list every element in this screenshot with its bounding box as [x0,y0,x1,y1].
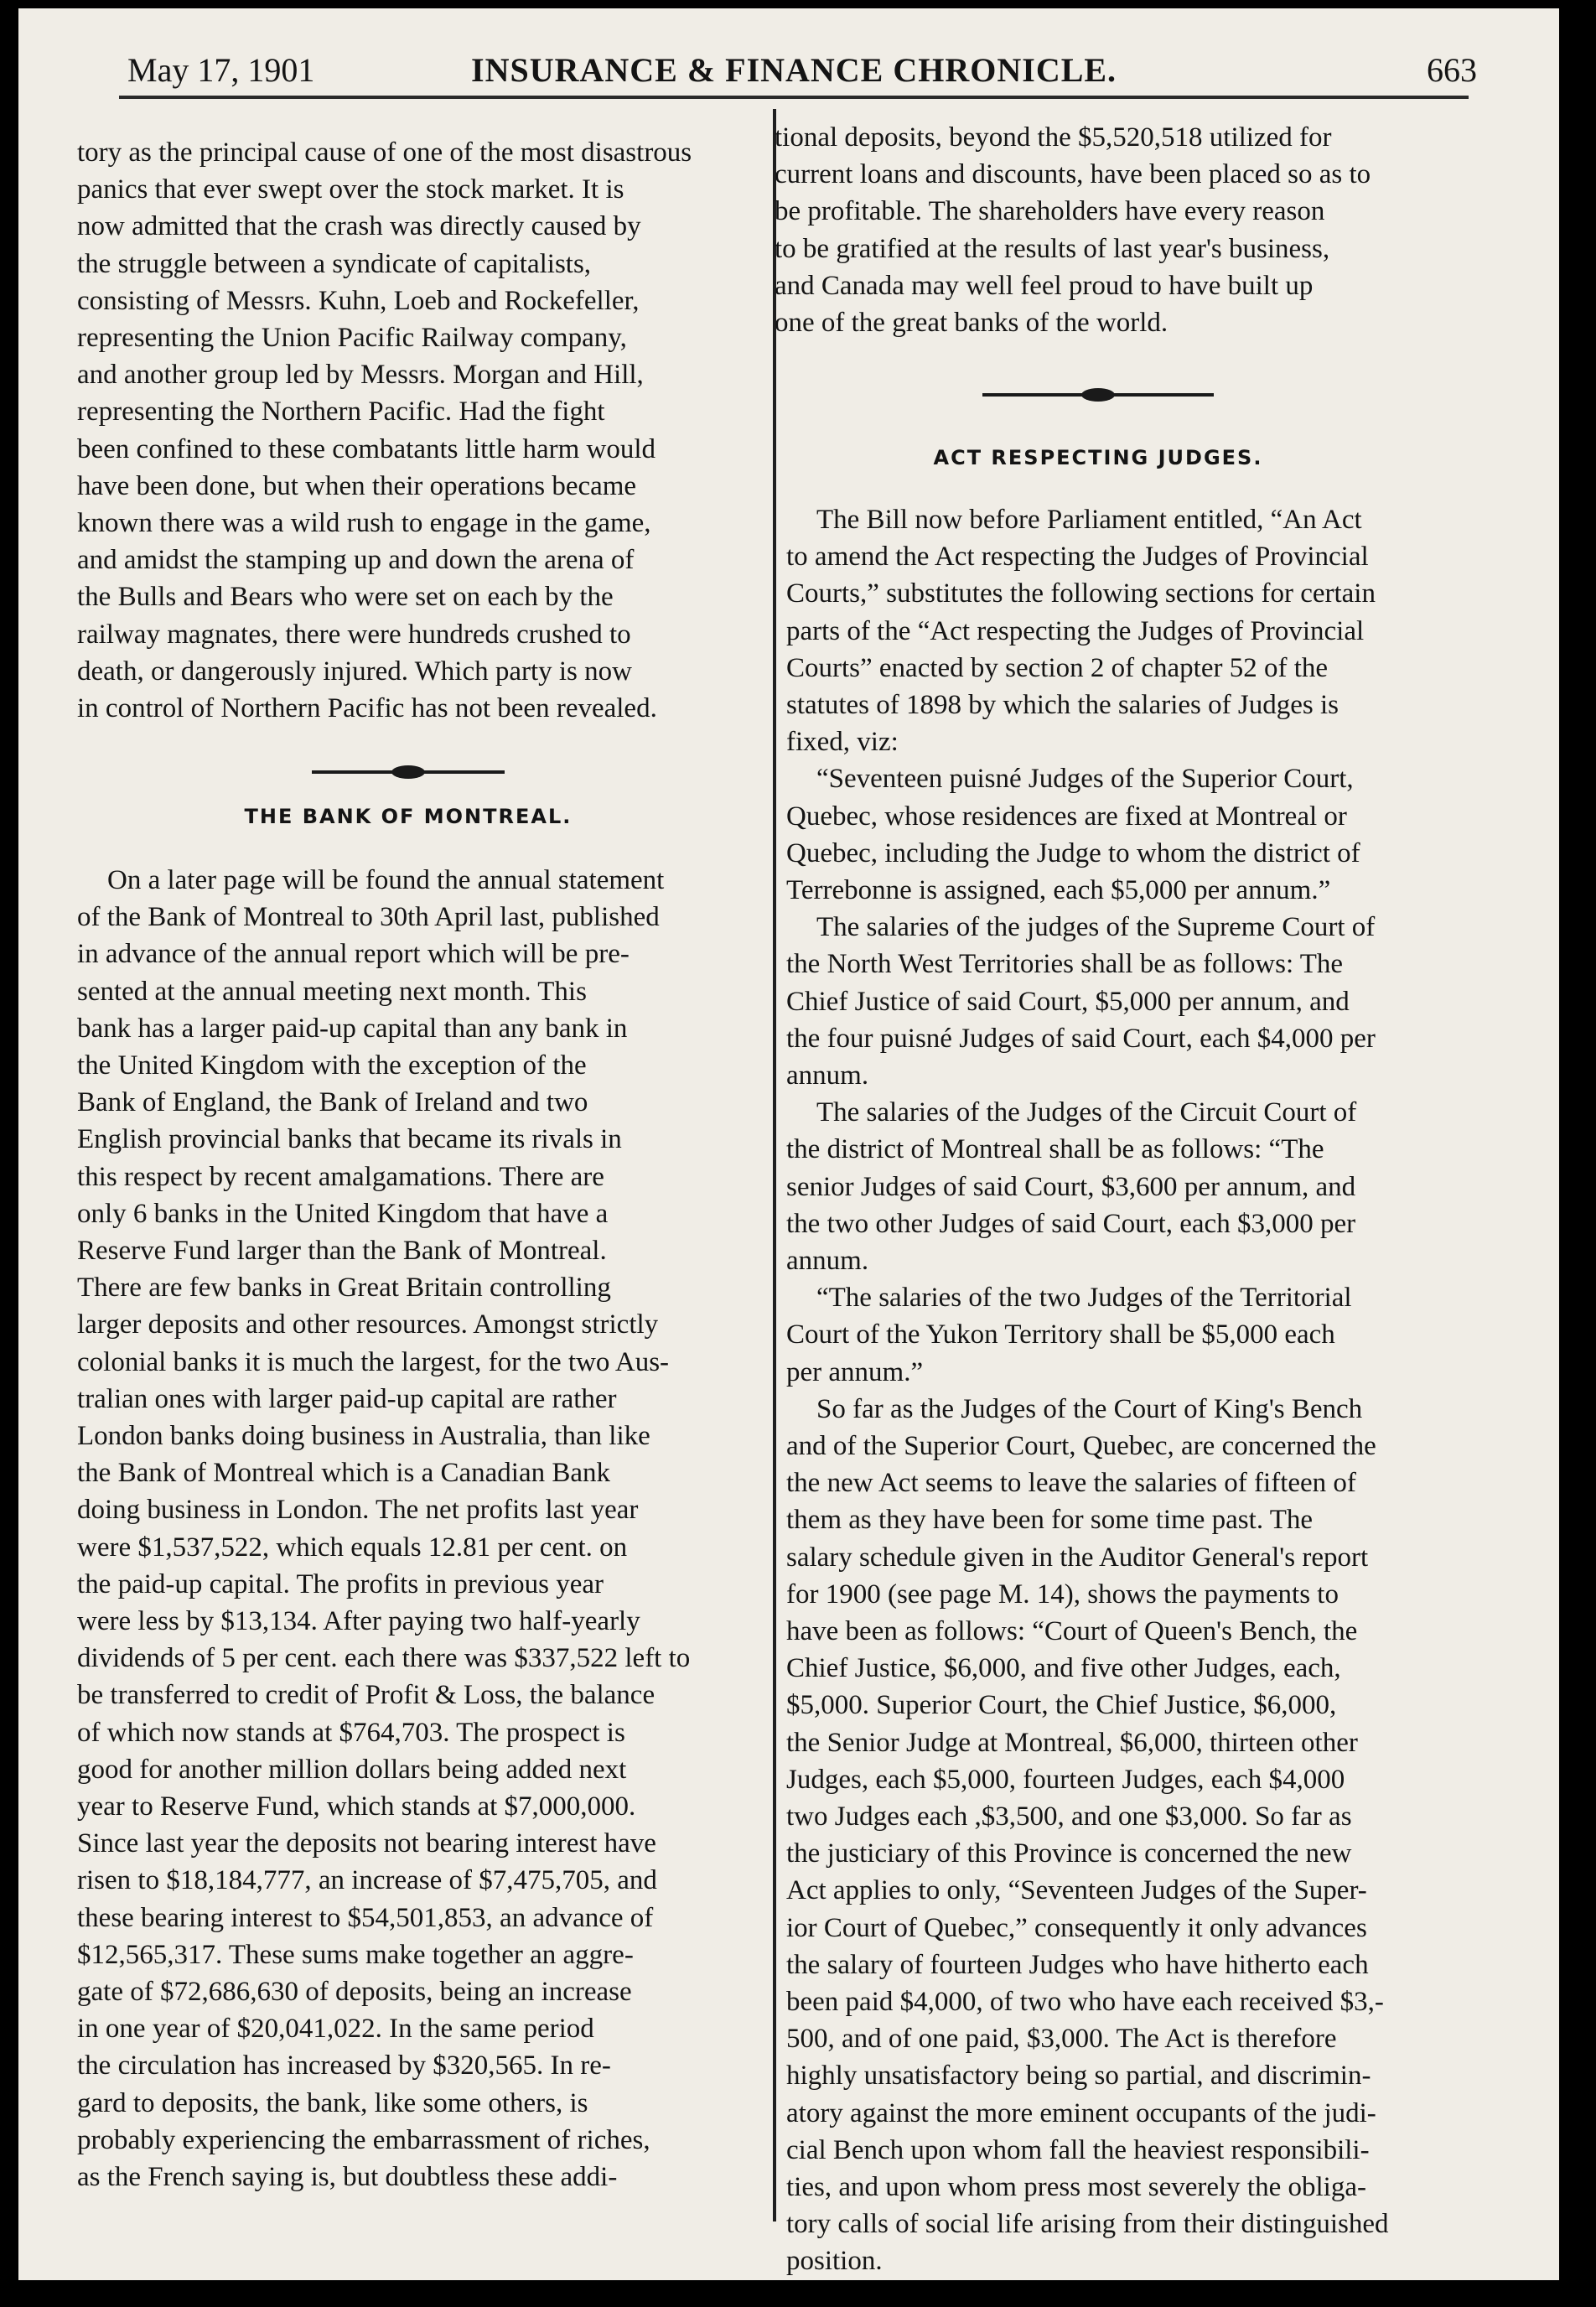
text-line: and Canada may well feel proud to have built up [775,270,1314,301]
text-line: salary schedule given in the Auditor General's report [786,1542,1369,1573]
text-line: Court of the Yukon Territory shall be $5,000 each [786,1319,1335,1351]
text-line: London banks doing business in Australia, than like [77,1421,650,1451]
text-line: the district of Montreal shall be as follows: “The [786,1134,1324,1165]
text-line: them as they have been for some time past. The [786,1505,1314,1536]
text-line: be profitable. The shareholders have every reason [775,196,1325,227]
ornamental-rule [312,765,505,780]
text-line: in one year of $20,041,022. In the same period [77,2014,594,2045]
section-heading: THE BANK OF MONTREAL. [244,805,573,828]
text-line: Bank of England, the Bank of Ireland and two [77,1087,588,1118]
text-line: and amidst the stamping up and down the arena of [77,545,635,576]
text-line: colonial banks it is much the largest, for the two Aus- [77,1346,670,1377]
text-line: the Senior Judge at Montreal, $6,000, thirteen other [786,1727,1358,1758]
text-line: tory as the principal cause of one of the most disastrous [77,137,692,168]
text-line: to amend the Act respecting the Judges of Provincial [786,542,1369,573]
text-line: On a later page will be found the annual statement [107,865,665,895]
text-line: the new Act seems to leave the salaries of fifteen of [786,1468,1356,1499]
text-line: senior Judges of said Court, $3,600 per annum, and [786,1171,1356,1202]
text-line: the Bank of Montreal which is a Canadian Bank [77,1458,611,1489]
text-line: one of the great banks of the world. [775,308,1168,338]
text-line: Courts,” substitutes the following sections for certain [786,578,1376,609]
text-line: English provincial banks that became its rivals in [77,1124,622,1155]
text-line: the salary of fourteen Judges who have hitherto each [786,1949,1369,1980]
text-line: Quebec, including the Judge to whom the district of [786,837,1360,868]
text-line: two Judges each ,$3,500, and one $3,000. So far as [786,1802,1352,1832]
text-line: tralian ones with larger paid-up capital are rather [77,1383,617,1414]
text-line: dividends of 5 per cent. each there was $337,522 left to [77,1643,691,1674]
page-header [111,44,1485,94]
newspaper-page [18,8,1559,2280]
text-line: cial Bench upon whom fall the heaviest responsibili- [786,2134,1370,2165]
text-line: the struggle between a syndicate of capitalists, [77,248,592,279]
text-line: have been as follows: “Court of Queen's Bench, the [786,1616,1358,1646]
text-line: parts of the “Act respecting the Judges of Provincial [786,615,1365,646]
text-line: death, or dangerously injured. Which party is now [77,656,632,687]
text-line: gate of $72,686,630 of deposits, being an increase [77,1977,632,2007]
issue-date: May 17, 1901 [127,51,315,89]
text-line: the North West Territories shall be as follows: The [786,949,1344,980]
text-line: Act applies to only, “Seventeen Judges of the Super- [786,1875,1367,1906]
text-line: So far as the Judges of the Court of King's Bench [816,1393,1363,1424]
text-line: highly unsatisfactory being so partial, and discrimin- [786,2061,1371,2092]
text-line: the two other Judges of said Court, each $3,000 per [786,1208,1356,1239]
header-rule [119,96,1469,99]
text-line: Chief Justice of said Court, $5,000 per annum, and [786,986,1350,1017]
text-line: Courts” enacted by section 2 of chapter 52 of the [786,652,1329,683]
text-line: tory calls of social life arising from their distinguished [786,2209,1389,2240]
text-line: doing business in London. The net profits last year [77,1495,639,1526]
text-line: $12,565,317. These sums make together an aggre- [77,1939,634,1970]
text-line: “The salaries of the two Judges of the Territorial [816,1283,1352,1314]
text-line: and another group led by Messrs. Morgan and Hill, [77,360,644,391]
text-line: the circulation has increased by $320,565. In re- [77,2050,611,2081]
text-line: tional deposits, beyond the $5,520,518 utilized for [775,122,1332,153]
text-line: atory against the more eminent occupants of the judi- [786,2097,1376,2128]
page-number: 663 [1427,51,1477,89]
text-line: in control of Northern Pacific has not been revealed. [77,693,657,723]
text-line: statutes of 1898 by which the salaries of Judges is [786,690,1339,720]
text-line: been paid $4,000, of two who have each received $3,- [786,1987,1384,2017]
text-line: annum. [786,1246,869,1276]
text-line: probably experiencing the embarrassment of riches, [77,2124,650,2155]
text-line: to be gratified at the results of last year's business, [775,233,1330,264]
ornamental-rule [982,387,1214,402]
text-line: Chief Justice, $6,000, and five other Judges, each, [786,1653,1341,1684]
text-line: fixed, viz: [786,727,899,758]
text-line: risen to $18,184,777, an increase of $7,475,705, and [77,1865,657,1896]
text-line: panics that ever swept over the stock market. It is [77,174,624,205]
text-line: only 6 banks in the United Kingdom that have a [77,1198,609,1229]
text-line: ior Court of Quebec,” consequently it only advances [786,1912,1367,1943]
text-line: “Seventeen puisné Judges of the Superior Court, [816,764,1354,795]
text-line: of the Bank of Montreal to 30th April last, published [77,902,660,933]
text-line: as the French saying is, but doubtless these addi- [77,2162,618,2192]
text-line: railway magnates, there were hundreds crushed to [77,619,631,650]
text-line: representing the Union Pacific Railway company, [77,323,627,353]
text-line: There are few banks in Great Britain controlling [77,1273,611,1304]
text-line: this respect by recent amalgamations. There are [77,1161,604,1192]
text-line: the paid-up capital. The profits in previous year [77,1568,604,1599]
text-line: the four puisné Judges of said Court, each $4,000 per [786,1023,1376,1054]
text-line: good for another million dollars being added next [77,1754,627,1785]
text-line: per annum.” [786,1356,924,1387]
text-line: and of the Superior Court, Quebec, are concerned the [786,1431,1376,1461]
text-line: the justiciary of this Province is concerned the new [786,1838,1352,1869]
text-line: annum. [786,1060,869,1091]
text-line: known there was a wild rush to engage in the game, [77,508,651,538]
text-line: have been done, but when their operations became [77,470,637,501]
text-line: consisting of Messrs. Kuhn, Loeb and Rockefeller, [77,285,640,316]
text-line: for 1900 (see page M. 14), shows the payments to [786,1579,1339,1610]
text-line: now admitted that the crash was directly caused by [77,211,641,242]
text-line: gard to deposits, the bank, like some others, is [77,2087,588,2118]
text-line: ties, and upon whom press most severely the obliga- [786,2172,1366,2202]
text-line: Reserve Fund larger than the Bank of Montreal. [77,1236,607,1266]
text-line: representing the Northern Pacific. Had the fight [77,397,605,428]
section-heading: ACT RESPECTING JUDGES. [933,446,1263,469]
text-line: The Bill now before Parliament entitled, “An Act [816,505,1362,535]
text-line: larger deposits and other resources. Amongst strictly [77,1309,659,1340]
column-rule [773,109,776,2221]
text-line: of which now stands at $764,703. The prospect is [77,1717,625,1748]
text-line: were $1,537,522, which equals 12.81 per cent. on [77,1532,628,1563]
text-line: these bearing interest to $54,501,853, an advance of [77,1902,654,1933]
text-line: the Bulls and Bears who were set on each by the [77,582,614,613]
text-line: been confined to these combatants little harm would [77,433,656,464]
text-line: Quebec, whose residences are fixed at Montreal or [786,801,1347,832]
text-line: $5,000. Superior Court, the Chief Justice, $6,000, [786,1690,1337,1721]
text-line: in advance of the annual report which will be pre- [77,939,630,970]
text-line: were less by $13,134. After paying two half-yearly [77,1606,640,1636]
text-line: 500, and of one paid, $3,000. The Act is therefore [786,2024,1337,2055]
text-line: Judges, each $5,000, fourteen Judges, each $4,000 [786,1764,1345,1795]
text-line: current loans and discounts, have been placed so as to [775,159,1371,190]
text-line: be transferred to credit of Profit & Loss, the balance [77,1680,656,1711]
text-line: Since last year the deposits not bearing interest have [77,1828,656,1859]
publication-title: INSURANCE & FINANCE CHRONICLE. [471,51,1117,89]
text-line: The salaries of the Judges of the Circuit Court of [816,1097,1357,1128]
text-line: sented at the annual meeting next month. This [77,976,587,1007]
text-line: bank has a larger paid-up capital than any bank in [77,1013,628,1044]
text-line: position. [786,2246,883,2277]
text-line: year to Reserve Fund, which stands at $7,000,000. [77,1791,636,1822]
text-line: Terrebonne is assigned, each $5,000 per annum.” [786,875,1331,905]
text-line: the United Kingdom with the exception of the [77,1050,587,1081]
text-line: The salaries of the judges of the Supreme Court of [816,912,1376,943]
